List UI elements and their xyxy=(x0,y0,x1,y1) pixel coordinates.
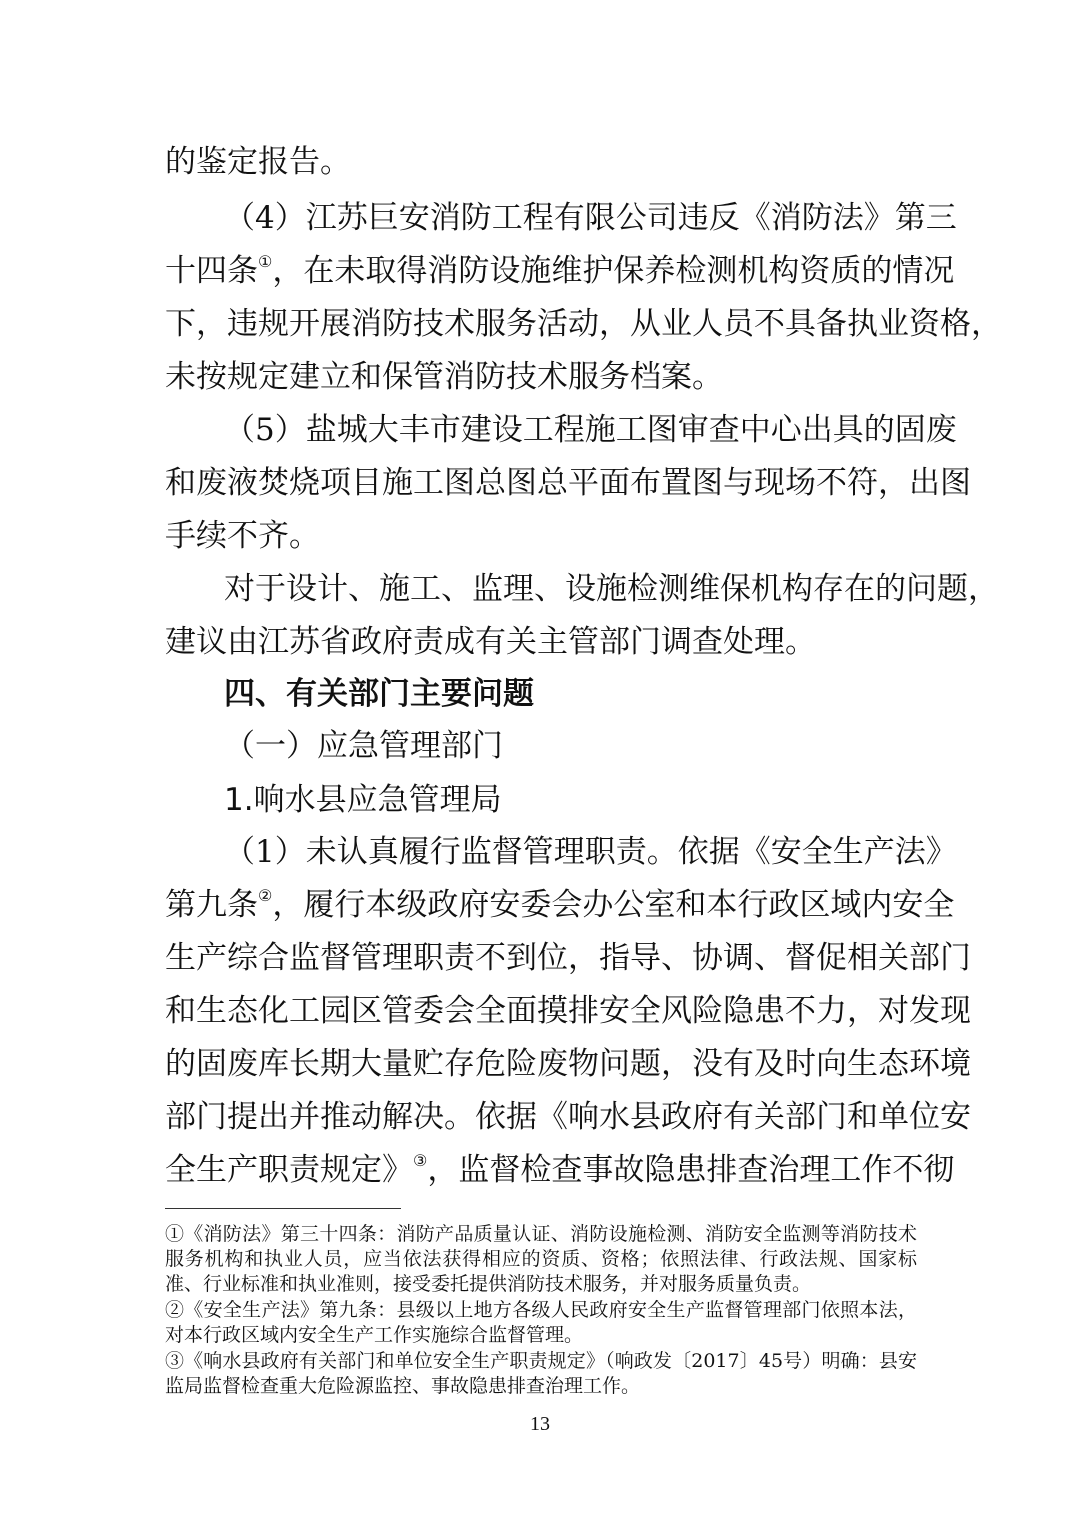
body-text: 十四条 xyxy=(165,253,258,289)
body-line: （5）盐城大丰市建设工程施工图审查中心出具的固废 xyxy=(224,412,957,448)
body-line: 手续不齐。 xyxy=(165,518,320,554)
footnote-2: ②《安全生产法》第九条：县级以上地方各级人民政府安全生产监督管理部门依照本法，对本行政区域内安全生产工作实施综合监督管理。 xyxy=(165,1299,917,1346)
body-line: 下，违规开展消防技术服务活动，从业人员不具备执业资格， xyxy=(165,306,1002,342)
body-line: 未按规定建立和保管消防技术服务档案。 xyxy=(165,359,723,395)
body-line: （1）未认真履行监督管理职责。依据《安全生产法》 xyxy=(224,834,957,870)
body-line: 的固废库长期大量贮存危险废物问题，没有及时向生态环境 xyxy=(165,1046,971,1082)
footnote-ref-1: ① xyxy=(258,252,273,271)
subsection-heading: （一）应急管理部门 xyxy=(224,728,503,764)
footnote-3: ③《响水县政府有关部门和单位安全生产职责规定》（响政发〔2017〕45号）明确：县安监局监督检查重大危险源监控、事故隐患排查治理工作。 xyxy=(165,1350,917,1397)
body-line-with-footnote xyxy=(165,885,955,925)
body-text: ，在未取得消防设施维护保养检测机构资质的情况 xyxy=(272,253,955,289)
body-text: 第九条 xyxy=(165,887,258,923)
item-heading: 1.响水县应急管理局 xyxy=(224,782,502,818)
page-number: 13 xyxy=(530,1413,550,1435)
body-text: ，监督检查事故隐患排查治理工作不彻 xyxy=(427,1152,955,1188)
body-line: 的鉴定报告。 xyxy=(165,144,351,180)
body-line: （4）江苏巨安消防工程有限公司违反《消防法》第三 xyxy=(224,200,957,236)
body-line: 和生态化工园区管委会全面摸排安全风险隐患不力，对发现 xyxy=(165,993,971,1029)
body-line: 对于设计、施工、监理、设施检测维保机构存在的问题， xyxy=(224,571,999,607)
body-line: 建议由江苏省政府责成有关主管部门调查处理。 xyxy=(165,624,816,660)
body-line-with-footnote xyxy=(165,251,955,291)
body-text: 全生产职责规定》 xyxy=(165,1152,413,1188)
body-line: 生产综合监督管理职责不到位，指导、协调、督促相关部门 xyxy=(165,940,971,976)
body-line: 部门提出并推动解决。依据《响水县政府有关部门和单位安 xyxy=(165,1099,971,1135)
section-heading: 四、有关部门主要问题 xyxy=(224,676,534,712)
body-line-with-footnote xyxy=(165,1150,955,1190)
footnote-separator xyxy=(165,1208,401,1209)
footnote-ref-3: ③ xyxy=(413,1151,428,1170)
body-line: 和废液焚烧项目施工图总图总平面布置图与现场不符，出图 xyxy=(165,465,971,501)
body-text: ，履行本级政府安委会办公室和本行政区域内安全 xyxy=(272,887,955,923)
footnote-ref-2: ② xyxy=(258,886,273,905)
footnote-1: ①《消防法》第三十四条：消防产品质量认证、消防设施检测、消防安全监测等消防技术服务机构和执业人员，应当依法获得相应的资质、资格；依照法律、行政法规、国家标准、行业标准和执业准则，接受委托提供消防技术服务，并对服务质量负责。 xyxy=(165,1223,917,1295)
